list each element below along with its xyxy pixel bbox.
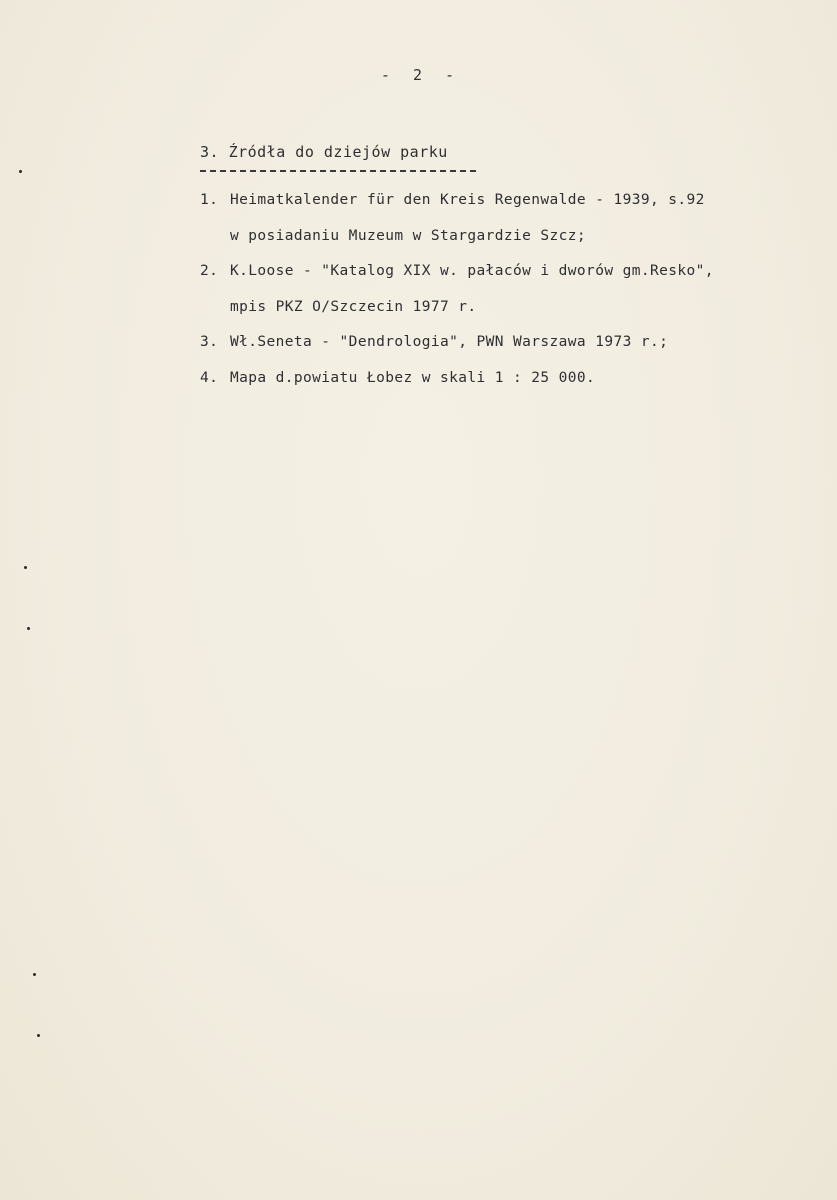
entry-line xyxy=(200,188,800,224)
entry-number: 4. xyxy=(200,369,219,386)
entry-line xyxy=(200,366,800,402)
section-heading: 3. Źródła do dziejów parku xyxy=(200,143,448,161)
source-list xyxy=(200,188,800,401)
entry-text: K.Loose - "Katalog XIX w. pałaców i dworów gm.Resko", xyxy=(230,263,714,279)
margin-mark xyxy=(33,973,36,976)
list-item xyxy=(200,188,800,259)
entry-continuation: w posiadaniu Muzeum w Stargardzie Szcz; xyxy=(230,227,587,244)
entry-line xyxy=(200,330,800,366)
entry-line xyxy=(200,259,800,295)
margin-mark xyxy=(27,627,30,630)
list-item xyxy=(200,259,800,330)
entry-text: Mapa d.powiatu Łobez w skali 1 : 25 000. xyxy=(230,369,596,386)
entry-number: 3. xyxy=(200,334,219,350)
margin-mark xyxy=(19,170,22,173)
entry-text: Wł.Seneta - "Dendrologia", PWN Warszawa 1973 r.; xyxy=(230,334,669,350)
page-number: - 2 - xyxy=(380,66,457,84)
margin-mark xyxy=(24,566,27,569)
entry-continuation: mpis PKZ O/Szczecin 1977 r. xyxy=(230,298,477,315)
entry-number: 2. xyxy=(200,263,219,279)
heading-underline xyxy=(200,170,476,172)
margin-mark xyxy=(37,1034,40,1037)
list-item xyxy=(200,366,800,402)
entry-number: 1. xyxy=(200,192,219,208)
entry-text: Heimatkalender für den Kreis Regenwalde - 1939, s.92 xyxy=(230,192,705,208)
list-item xyxy=(200,330,800,366)
